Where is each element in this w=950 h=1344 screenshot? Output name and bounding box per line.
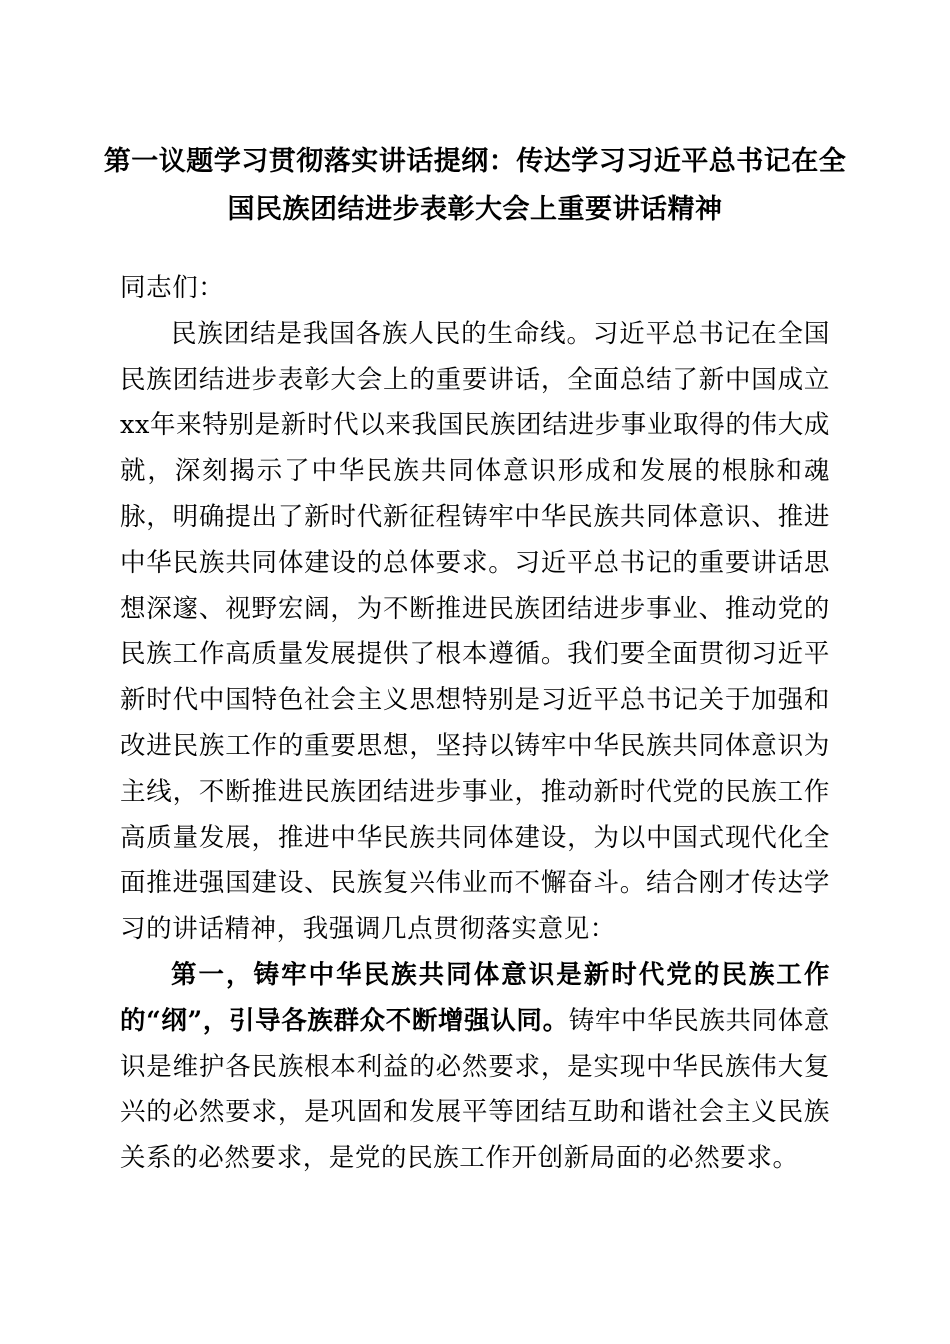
- salutation: 同志们：: [120, 273, 225, 303]
- paragraph-section-one: [120, 953, 830, 1182]
- section-one-heading: 第一，铸牢中华民族共同体意识是新时代党的民族工作的“纲”，引导各族群众不断增强认同。: [120, 959, 830, 1036]
- document-body: [120, 266, 830, 1182]
- paragraph-intro: 民族团结是我国各族人民的生命线。习近平总书记在全国民族团结进步表彰大会上的重要讲话，全面总结了新中国成立xx年来特别是新时代以来我国民族团结进步事业取得的伟大成就，深刻揭示了中华民族共同体意识形成和发展的根脉和魂脉，明确提出了新时代新征程铸牢中华民族共同体意识、推进中华民族共同体建设的总体要求。习近平总书记的重要讲话思想深邃、视野宏阔，为不断推进民族团结进步事业、推动党的民族工作高质量发展提供了根本遵循。我们要全面贯彻习近平新时代中国特色社会主义思想特别是习近平总书记关于加强和改进民族工作的重要思想，坚持以铸牢中华民族共同体意识为主线，不断推进民族团结进步事业，推动新时代党的民族工作高质量发展，推进中华民族共同体建设，为以中国式现代化全面推进强国建设、民族复兴伟业而不懈奋斗。结合刚才传达学习的讲话精神，我强调几点贯彻落实意见：: [120, 318, 830, 945]
- section-one-text: 铸牢中华民族共同体意识是维护各民族根本利益的必然要求，是实现中华民族伟大复兴的必然要求，是巩固和发展平等团结互助和谐社会主义民族关系的必然要求，是党的民族工作开创新局面的必然要求。: [120, 1005, 830, 1174]
- document-title: 第一议题学习贯彻落实讲话提纲：传达学习习近平总书记在全国民族团结进步表彰大会上重要讲话精神: [103, 146, 847, 225]
